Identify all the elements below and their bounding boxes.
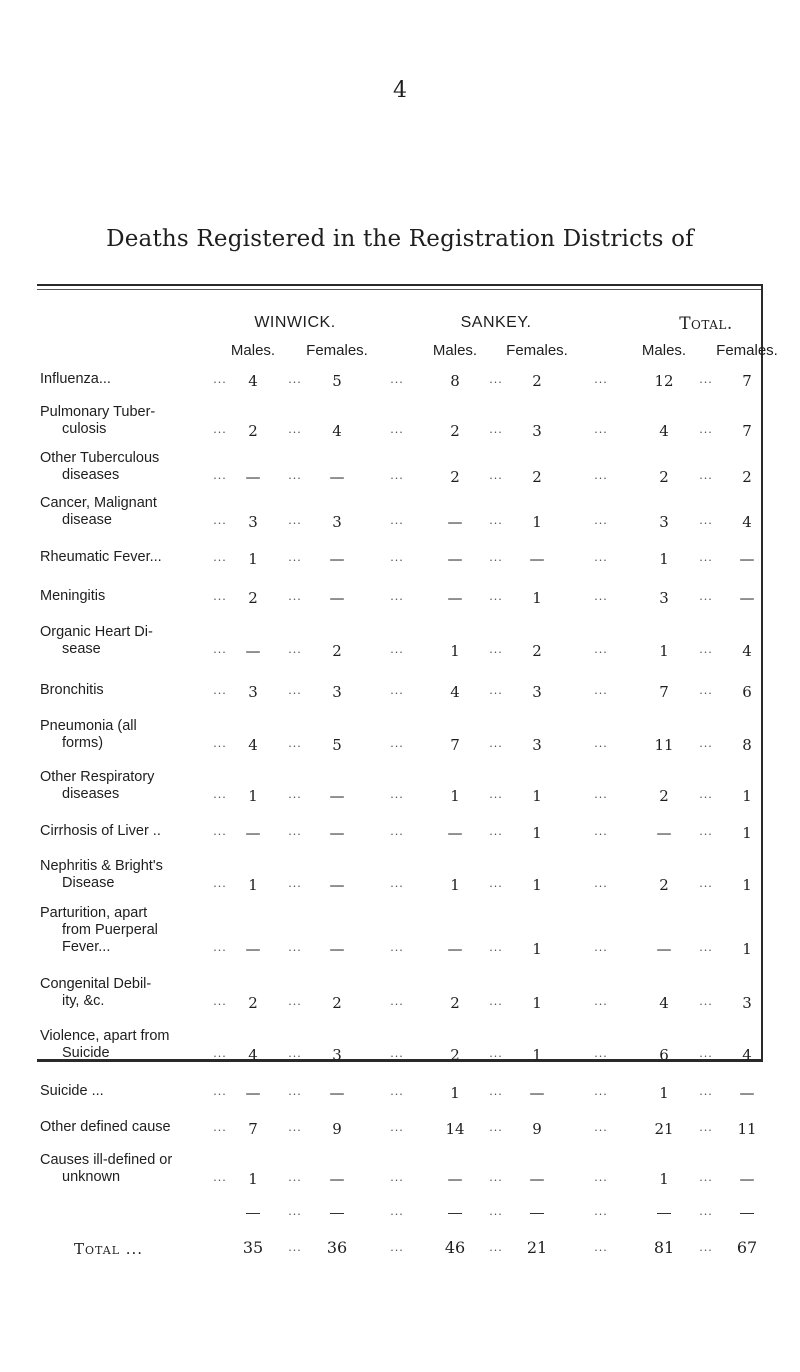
table-cell: — (656, 940, 672, 958)
table-cell: — (245, 468, 261, 486)
group-header: WINWICK. (254, 314, 336, 331)
row-label-line: Influenza... (40, 371, 111, 387)
row-label-line: ity, &c. (62, 993, 105, 1009)
leader-dots: ... (699, 1085, 713, 1098)
table-cell: 1 (532, 513, 542, 531)
row-label-line: Causes ill-defined or (40, 1152, 173, 1168)
table-cell: 3 (659, 589, 669, 607)
table-cell: 1 (532, 824, 542, 842)
row-label-line: Disease (62, 875, 115, 891)
table-cell: — (447, 824, 463, 842)
leader-dots: ... (213, 514, 227, 527)
leader-dots: ... (288, 551, 302, 564)
table-cell: — (447, 1170, 463, 1188)
leader-dots: ... (699, 423, 713, 436)
leader-dots: ... (699, 514, 713, 527)
leader-dots: ... (288, 1205, 302, 1218)
leader-dots: ... (594, 995, 608, 1008)
table-cell: — (245, 940, 261, 958)
group-header: SANKEY. (460, 314, 532, 331)
leader-dots: ... (390, 941, 404, 954)
leader-dots: ... (489, 1121, 503, 1134)
table-cell: 6 (742, 683, 752, 701)
row-label-line: Cancer, Malignant (40, 495, 157, 511)
table-cell: 2 (659, 876, 669, 894)
table-cell: 21 (654, 1120, 674, 1138)
leader-dots: ... (594, 551, 608, 564)
table-cell: 14 (445, 1120, 465, 1138)
table-cell: 3 (332, 1046, 342, 1064)
leader-dots: ... (594, 877, 608, 890)
leader-dots: ... (594, 514, 608, 527)
sum-rule (530, 1213, 544, 1214)
leader-dots: ... (390, 995, 404, 1008)
row-label-line: Suicide ... (40, 1083, 104, 1099)
table-cell: 11 (654, 736, 674, 754)
table-cell: 1 (248, 550, 258, 568)
table-cell: 2 (248, 994, 258, 1012)
table-cell: 4 (248, 372, 258, 390)
leader-dots: ... (489, 1171, 503, 1184)
table-cell: — (529, 1084, 545, 1102)
row-label-line: Other Respiratory (40, 769, 155, 785)
table-cell: 1 (532, 1046, 542, 1064)
table-cell: 4 (742, 1046, 752, 1064)
table-cell: — (245, 642, 261, 660)
leader-dots: ... (699, 788, 713, 801)
leader-dots: ... (390, 1205, 404, 1218)
leader-dots: ... (390, 1241, 404, 1254)
table-cell: 1 (742, 824, 752, 842)
row-label-line: diseases (62, 467, 120, 483)
leader-dots: ... (288, 684, 302, 697)
row-label-line: from Puerperal (62, 922, 158, 938)
leader-dots: ... (288, 941, 302, 954)
table-cell: — (329, 1170, 345, 1188)
table-cell: 1 (450, 1084, 460, 1102)
leader-dots: ... (489, 514, 503, 527)
sum-rule (740, 1213, 754, 1214)
table-cell: 1 (532, 876, 542, 894)
total-cell: 21 (526, 1238, 548, 1257)
row-label-line: Pulmonary Tuber- (40, 404, 156, 420)
row-label-line: Rheumatic Fever... (40, 549, 162, 565)
leader-dots: ... (699, 1241, 713, 1254)
table-cell: 9 (332, 1120, 342, 1138)
table-cell: 1 (532, 589, 542, 607)
row-label-line: Other Tuberculous (40, 450, 160, 466)
leader-dots: ... (390, 877, 404, 890)
table-cell: 2 (532, 468, 542, 486)
leader-dots: ... (489, 469, 503, 482)
table-cell: 3 (532, 422, 542, 440)
row-label (40, 495, 220, 529)
column-header: Females. (506, 342, 568, 359)
leader-dots: ... (594, 1171, 608, 1184)
leader-dots: ... (594, 825, 608, 838)
row-label-line: Organic Heart Di- (40, 624, 153, 640)
leader-dots: ... (288, 1047, 302, 1060)
leader-dots: ... (489, 1241, 503, 1254)
leader-dots: ... (213, 373, 227, 386)
table-cell: — (447, 589, 463, 607)
leader-dots: ... (699, 1171, 713, 1184)
table-cell: 2 (248, 422, 258, 440)
table-cell: 7 (659, 683, 669, 701)
leader-dots: ... (594, 1047, 608, 1060)
row-label-line: Suicide (62, 1045, 110, 1061)
table-cell: — (329, 824, 345, 842)
leader-dots: ... (288, 643, 302, 656)
leader-dots: ... (213, 1121, 227, 1134)
leader-dots: ... (213, 995, 227, 1008)
leader-dots: ... (699, 877, 713, 890)
table-cell: 1 (450, 787, 460, 805)
leader-dots: ... (213, 1047, 227, 1060)
leader-dots: ... (213, 737, 227, 750)
table-cell: 2 (332, 642, 342, 660)
row-label-line: diseases (62, 786, 120, 802)
row-label-line: sease (62, 641, 101, 657)
leader-dots: ... (288, 1241, 302, 1254)
table-cell: — (329, 787, 345, 805)
leader-dots: ... (699, 995, 713, 1008)
leader-dots: ... (288, 825, 302, 838)
row-label-line: unknown (62, 1169, 121, 1185)
leader-dots: ... (594, 469, 608, 482)
row-label-line: culosis (62, 421, 107, 437)
row-label-line: forms) (62, 735, 104, 751)
leader-dots: ... (489, 1085, 503, 1098)
row-label (40, 769, 220, 803)
table-cell: 7 (742, 422, 752, 440)
sum-rule (448, 1213, 462, 1214)
leader-dots: ... (390, 1047, 404, 1060)
table-cell: 9 (532, 1120, 542, 1138)
total-cell: 36 (326, 1238, 348, 1257)
column-header: Males. (230, 342, 276, 359)
leader-dots: ... (213, 877, 227, 890)
table-cell: 2 (742, 468, 752, 486)
leader-dots: ... (489, 788, 503, 801)
leader-dots: ... (288, 423, 302, 436)
row-label (40, 905, 220, 956)
row-label (40, 1028, 220, 1062)
row-label (40, 588, 220, 605)
table-cell: — (329, 940, 345, 958)
leader-dots: ... (699, 941, 713, 954)
row-label (40, 404, 220, 438)
table-cell: — (739, 550, 755, 568)
table-cell: 2 (450, 994, 460, 1012)
leader-dots: ... (213, 825, 227, 838)
leader-dots: ... (213, 1085, 227, 1098)
leader-dots: ... (213, 941, 227, 954)
leader-dots: ... (489, 737, 503, 750)
leader-dots: ... (489, 373, 503, 386)
row-label (40, 718, 220, 752)
leader-dots: ... (390, 469, 404, 482)
leader-dots: ... (594, 423, 608, 436)
leader-dots: ... (489, 684, 503, 697)
leader-dots: ... (489, 643, 503, 656)
table-cell: — (529, 550, 545, 568)
table-cell: 2 (659, 468, 669, 486)
leader-dots: ... (288, 1085, 302, 1098)
table-cell: — (329, 550, 345, 568)
row-label (40, 1152, 220, 1186)
total-cell: 81 (653, 1238, 675, 1257)
leader-dots: ... (390, 514, 404, 527)
sum-rule (330, 1213, 344, 1214)
table-cell: 1 (248, 1170, 258, 1188)
table-cell: 1 (248, 876, 258, 894)
leader-dots: ... (390, 684, 404, 697)
table-cell: — (245, 824, 261, 842)
column-header: Males. (432, 342, 478, 359)
column-header: Males. (641, 342, 687, 359)
table-cell: 8 (742, 736, 752, 754)
leader-dots: ... (390, 423, 404, 436)
leader-dots: ... (594, 737, 608, 750)
table-cell: 3 (532, 683, 542, 701)
table-cell: 2 (532, 642, 542, 660)
leader-dots: ... (390, 788, 404, 801)
row-label (40, 450, 220, 484)
total-cell: 67 (736, 1238, 758, 1257)
leader-dots: ... (699, 1205, 713, 1218)
leader-dots: ... (213, 643, 227, 656)
leader-dots: ... (213, 1171, 227, 1184)
leader-dots: ... (213, 551, 227, 564)
leader-dots: ... (594, 590, 608, 603)
table-cell: 5 (332, 736, 342, 754)
table-cell: 4 (248, 736, 258, 754)
leader-dots: ... (594, 1241, 608, 1254)
leader-dots: ... (213, 590, 227, 603)
table-cell: 4 (248, 1046, 258, 1064)
row-label (40, 624, 220, 658)
table-cell: 1 (659, 1170, 669, 1188)
table-cell: — (739, 1170, 755, 1188)
leader-dots: ... (288, 1121, 302, 1134)
table-cell: 1 (450, 876, 460, 894)
table-cell: — (739, 589, 755, 607)
table-cell: — (329, 468, 345, 486)
table-cell: 4 (659, 994, 669, 1012)
table-cell: — (447, 550, 463, 568)
table-cell: 1 (659, 642, 669, 660)
table-cell: 5 (332, 372, 342, 390)
column-header: Females. (306, 342, 368, 359)
leader-dots: ... (594, 684, 608, 697)
row-label (40, 858, 220, 892)
table-cell: 11 (737, 1120, 757, 1138)
leader-dots: ... (288, 590, 302, 603)
table-cell: 1 (659, 1084, 669, 1102)
table-cell: — (447, 513, 463, 531)
table-cell: 3 (332, 513, 342, 531)
column-header: Females. (716, 342, 778, 359)
row-label (40, 371, 220, 388)
table-cell: 7 (742, 372, 752, 390)
leader-dots: ... (390, 1171, 404, 1184)
table-cell: 1 (450, 642, 460, 660)
leader-dots: ... (489, 1205, 503, 1218)
leader-dots: ... (489, 825, 503, 838)
table-cell: 3 (532, 736, 542, 754)
table-cell: — (739, 1084, 755, 1102)
table-frame-inner-rule (37, 289, 761, 290)
leader-dots: ... (699, 1121, 713, 1134)
leader-dots: ... (288, 514, 302, 527)
table-cell: 7 (450, 736, 460, 754)
row-label-line: disease (62, 512, 112, 528)
leader-dots: ... (390, 373, 404, 386)
table-cell: 2 (450, 468, 460, 486)
leader-dots: ... (288, 1171, 302, 1184)
leader-dots: ... (489, 941, 503, 954)
leader-dots: ... (390, 825, 404, 838)
table-cell: 2 (532, 372, 542, 390)
leader-dots: ... (489, 995, 503, 1008)
page-heading: Deaths Registered in the Registration Districts of (106, 226, 694, 252)
table-cell: 3 (332, 683, 342, 701)
table-cell: 3 (742, 994, 752, 1012)
table-cell: 2 (248, 589, 258, 607)
table-cell: 1 (248, 787, 258, 805)
sum-rule (657, 1213, 671, 1214)
row-label-line: Pneumonia (all (40, 718, 137, 734)
table-cell: 4 (659, 422, 669, 440)
total-cell: 46 (444, 1238, 466, 1257)
leader-dots: ... (390, 1121, 404, 1134)
leader-dots: ... (699, 590, 713, 603)
leader-dots: ... (288, 469, 302, 482)
table-cell: — (329, 876, 345, 894)
table-cell: 3 (659, 513, 669, 531)
table-cell: 12 (654, 372, 674, 390)
table-cell: — (529, 1170, 545, 1188)
table-cell: — (245, 1084, 261, 1102)
table-cell: — (329, 589, 345, 607)
leader-dots: ... (390, 551, 404, 564)
leader-dots: ... (288, 995, 302, 1008)
leader-dots: ... (288, 788, 302, 801)
leader-dots: ... (288, 373, 302, 386)
table-cell: 4 (742, 513, 752, 531)
total-cell: 35 (242, 1238, 264, 1257)
leader-dots: ... (288, 877, 302, 890)
leader-dots: ... (594, 373, 608, 386)
table-cell: 1 (532, 994, 542, 1012)
leader-dots: ... (213, 423, 227, 436)
row-label-line: Parturition, apart (40, 905, 148, 921)
leader-dots: ... (489, 423, 503, 436)
leader-dots: ... (594, 941, 608, 954)
leader-dots: ... (594, 1205, 608, 1218)
table-cell: — (447, 940, 463, 958)
table-cell: — (329, 1084, 345, 1102)
leader-dots: ... (594, 643, 608, 656)
row-label-line: Meningitis (40, 588, 106, 604)
leader-dots: ... (489, 590, 503, 603)
row-label-line: Violence, apart from (40, 1028, 170, 1044)
table-cell: 7 (248, 1120, 258, 1138)
leader-dots: ... (489, 877, 503, 890)
leader-dots: ... (489, 551, 503, 564)
leader-dots: ... (699, 373, 713, 386)
table-cell: 4 (450, 683, 460, 701)
row-label-line: Other defined cause (40, 1119, 171, 1135)
group-header: Total. (679, 314, 733, 334)
table-cell: 2 (450, 1046, 460, 1064)
leader-dots: ... (699, 684, 713, 697)
row-label-line: Nephritis & Bright's (40, 858, 163, 874)
row-label-line: Cirrhosis of Liver .. (40, 823, 161, 839)
table-cell: 3 (248, 513, 258, 531)
table-cell: 1 (742, 787, 752, 805)
sum-rule (246, 1213, 260, 1214)
leader-dots: ... (699, 551, 713, 564)
table-cell: 6 (659, 1046, 669, 1064)
table-cell: 1 (532, 940, 542, 958)
table-cell: — (656, 824, 672, 842)
leader-dots: ... (390, 737, 404, 750)
table-cell: 2 (450, 422, 460, 440)
table-cell: 1 (742, 940, 752, 958)
leader-dots: ... (489, 1047, 503, 1060)
row-label (40, 1119, 220, 1136)
leader-dots: ... (699, 737, 713, 750)
table-cell: 2 (659, 787, 669, 805)
page-number: 4 (393, 78, 407, 103)
row-label (40, 682, 220, 699)
row-label (40, 549, 220, 566)
leader-dots: ... (390, 643, 404, 656)
row-label-line: Congenital Debil- (40, 976, 152, 992)
leader-dots: ... (699, 469, 713, 482)
table-cell: 1 (742, 876, 752, 894)
total-label: Total ... (74, 1240, 144, 1258)
leader-dots: ... (699, 643, 713, 656)
row-label-line: Bronchitis (40, 682, 104, 698)
leader-dots: ... (699, 825, 713, 838)
leader-dots: ... (390, 590, 404, 603)
table-cell: 8 (450, 372, 460, 390)
leader-dots: ... (213, 684, 227, 697)
row-label-line: Fever... (62, 939, 111, 955)
table-cell: 1 (532, 787, 542, 805)
leader-dots: ... (288, 737, 302, 750)
table-cell: 4 (742, 642, 752, 660)
table-cell: 4 (332, 422, 342, 440)
leader-dots: ... (213, 788, 227, 801)
leader-dots: ... (594, 788, 608, 801)
leader-dots: ... (213, 469, 227, 482)
table-cell: 1 (659, 550, 669, 568)
table-cell: 3 (248, 683, 258, 701)
row-label (40, 976, 220, 1010)
leader-dots: ... (594, 1085, 608, 1098)
row-label (40, 1083, 220, 1100)
table-cell: 2 (332, 994, 342, 1012)
row-label (40, 823, 220, 840)
leader-dots: ... (594, 1121, 608, 1134)
leader-dots: ... (699, 1047, 713, 1060)
leader-dots: ... (390, 1085, 404, 1098)
